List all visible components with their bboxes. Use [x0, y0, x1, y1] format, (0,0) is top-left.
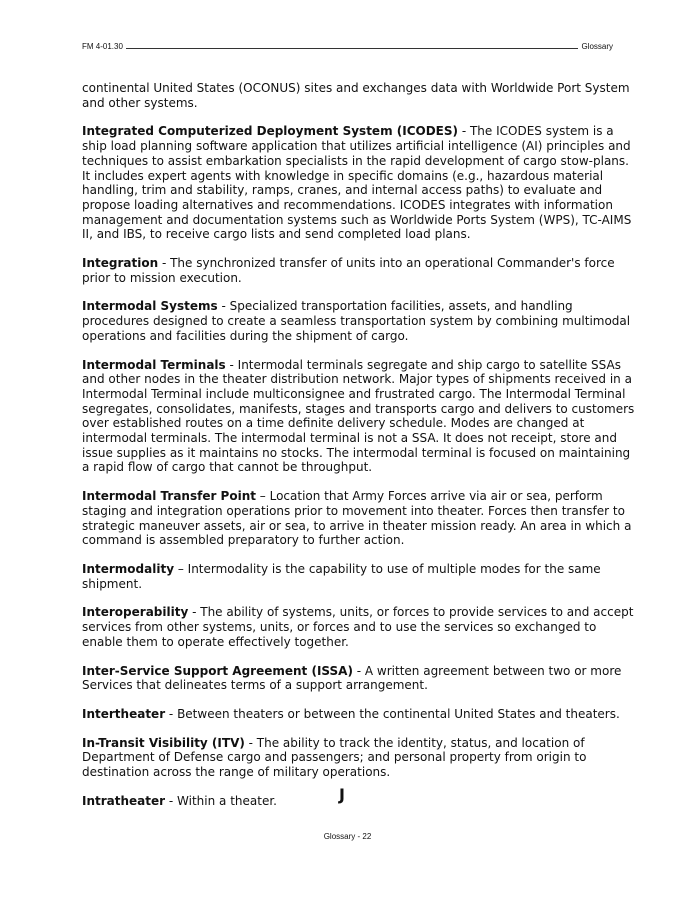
- text-line: services from other systems, units, or forces and to use the services so exchanged to: [82, 620, 597, 635]
- definition-text: - Within a theater.: [165, 793, 277, 808]
- text-line: [82, 256, 622, 271]
- glossary-entry: [82, 736, 622, 780]
- definition-text: - The synchronized transfer of units into an operational Commander's force: [158, 256, 615, 271]
- glossary-content: [82, 81, 635, 822]
- definition-text: - Between theaters or between the continental United States and theaters.: [165, 706, 620, 721]
- glossary-entry: [82, 605, 634, 649]
- text-line: segregates, consolidates, manifests, stages and transports cargo and delivers to customers: [82, 401, 635, 416]
- header-rule: [126, 48, 579, 49]
- glossary-term: Integrated Computerized Deployment System (ICODES): [82, 124, 458, 139]
- text-line: ship load planning software application that utilizes artificial intelligence (AI) principles and: [82, 139, 631, 154]
- text-line: shipment.: [82, 576, 143, 591]
- glossary-term: In-Transit Visibility (ITV): [82, 735, 245, 750]
- definition-text: – Location that Army Forces arrive via air or sea, perform: [255, 489, 603, 504]
- text-line: [82, 124, 622, 139]
- text-line: staging and integration operations prior to movement into theater. Forces then transfer to: [82, 503, 625, 518]
- glossary-entry: [82, 489, 632, 548]
- text-line: procedures designed to create a seamless transportation system by combining multimodal: [82, 314, 631, 329]
- header-section: Glossary: [581, 42, 613, 51]
- glossary-term: Interoperability: [82, 605, 189, 620]
- text-line: and other systems.: [82, 95, 198, 110]
- text-line: techniques to assist embarkation specialists in the rapid development of cargo stow-plans.: [82, 153, 629, 168]
- text-line: Department of Defense cargo and passengers; and personal property from origin to: [82, 750, 587, 765]
- glossary-entry: [82, 357, 635, 476]
- glossary-term: Intermodal Systems: [82, 299, 218, 314]
- glossary-entry: [82, 256, 622, 285]
- glossary-term: Intratheater: [82, 793, 166, 808]
- glossary-term: Inter-Service Support Agreement (ISSA): [82, 663, 353, 678]
- glossary-term: Intermodal Transfer Point: [82, 489, 256, 504]
- definition-text: - The ICODES system is a: [458, 124, 614, 139]
- text-line: handling, trim and stability, ramps, cranes, and internal access paths) to evaluate and: [82, 183, 603, 198]
- text-line: Services that delineates terms of a support arrangement.: [82, 678, 428, 693]
- text-line: propose loading alternatives and recommendations. ICODES integrates with information: [82, 197, 613, 212]
- text-line: [82, 605, 634, 620]
- text-line: intermodal terminals. The intermodal terminal is not a SSA. It does not receipt, store and: [82, 431, 617, 446]
- text-line: Intermodal Terminal include multiconsignee and frustrated cargo. The Intermodal Terminal: [82, 386, 626, 401]
- glossary-term: Intermodality: [82, 561, 175, 576]
- text-line: a rapid flow of cargo that cannot be throughput.: [82, 460, 373, 475]
- text-line: issue supplies as it maintains no stocks. The intermodal terminal is focused on maintaining: [82, 445, 631, 460]
- glossary-term: Intertheater: [82, 706, 166, 721]
- definition-text: - Specialized transportation facilities, assets, and handling: [217, 299, 573, 314]
- text-line: [82, 489, 622, 504]
- text-line: prior to mission execution.: [82, 270, 242, 285]
- glossary-entry: [82, 707, 622, 722]
- continuation-paragraph: [82, 81, 630, 110]
- definition-text: - The ability to track the identity, status, and location of: [244, 735, 585, 750]
- text-line: strategic maneuver assets, air or sea, to arrive in theater mission ready. An area in which a: [82, 518, 632, 533]
- text-line: over established routes on a time definite delivery schedule. Modes are changed at: [82, 416, 585, 431]
- definition-text: - A written agreement between two or more: [352, 663, 622, 678]
- definition-text: - The ability of systems, units, or forces to provide services to and accept: [188, 605, 634, 620]
- glossary-entry: [82, 794, 622, 809]
- text-line: continental United States (OCONUS) sites and exchanges data with Worldwide Port System: [82, 81, 630, 95]
- text-line: [82, 707, 622, 722]
- header-doc-id: FM 4-01.30: [82, 42, 123, 51]
- text-line: [82, 736, 622, 751]
- text-line: operations and facilities during the shipment of cargo.: [82, 328, 409, 343]
- definition-text: – Intermodality is the capability to use of multiple modes for the same: [174, 561, 601, 576]
- glossary-entry: [82, 562, 622, 591]
- page-header: [82, 39, 613, 51]
- text-line: II, and IBS, to receive cargo lists and send completed load plans.: [82, 227, 471, 242]
- text-line: enable them to operate effectively together.: [82, 634, 349, 649]
- text-line: [82, 794, 622, 809]
- definition-text: - Intermodal terminals segregate and ship cargo to satellite SSAs: [225, 357, 621, 372]
- text-line: management and documentation systems such as Worldwide Ports System (WPS), TC-AIMS: [82, 212, 632, 227]
- glossary-entry: [82, 664, 622, 693]
- text-line: and other nodes in the theater distribution network. Major types of shipments received in a: [82, 372, 632, 387]
- glossary-term: Intermodal Terminals: [82, 357, 226, 372]
- glossary-entry: [82, 299, 631, 343]
- text-line: command is assembled preparatory to further action.: [82, 533, 405, 548]
- text-line: [82, 358, 622, 373]
- page-footer: Glossary - 22: [323, 832, 372, 841]
- text-line: It includes expert agents with knowledge in specific domains (e.g., hazardous material: [82, 168, 604, 183]
- glossary-entry: [82, 124, 632, 242]
- glossary-term: Integration: [82, 256, 159, 271]
- text-line: [82, 664, 622, 679]
- section-letter: J: [339, 785, 345, 804]
- text-line: [82, 299, 622, 314]
- text-line: [82, 562, 622, 577]
- text-line: destination across the range of military operations.: [82, 765, 391, 780]
